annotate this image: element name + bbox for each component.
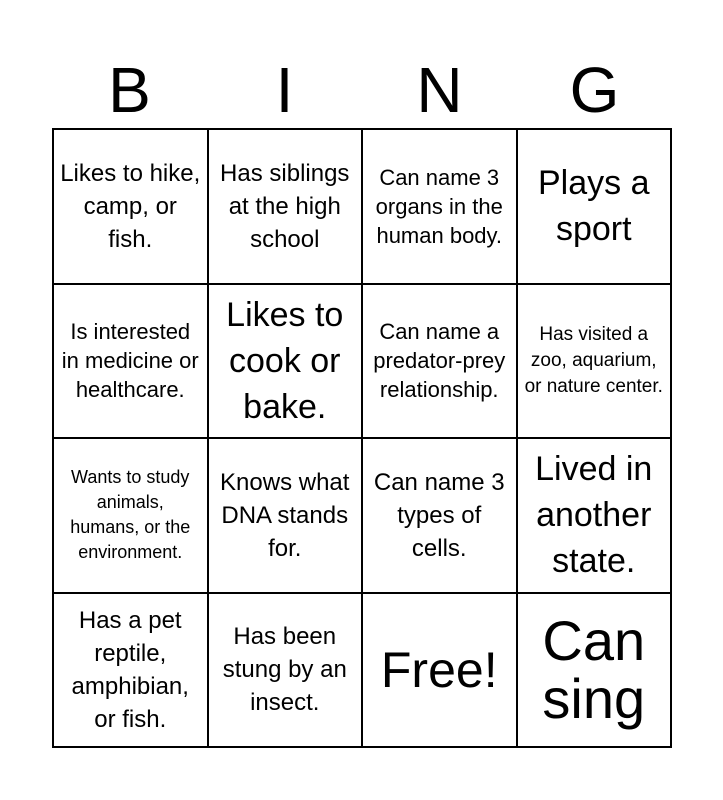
cell-text: Has a pet reptile, amphibian, or fish. — [71, 606, 189, 733]
bingo-cell[interactable] — [209, 285, 364, 440]
bingo-cell[interactable] — [54, 285, 209, 440]
cell-text: Is interested in medicine or healthcare. — [61, 319, 199, 403]
cell-text: Has siblings at the high school — [220, 159, 350, 253]
cell-text: Likes to cook or bake. — [226, 295, 344, 426]
bingo-board — [52, 128, 672, 748]
header-letter-g: G — [569, 54, 620, 126]
free-space-text: Free! — [380, 641, 498, 698]
header-letter-b: B — [108, 54, 151, 126]
free-space-cell[interactable] — [363, 594, 518, 749]
bingo-cell[interactable] — [363, 439, 518, 594]
bingo-cell[interactable] — [363, 285, 518, 440]
cell-text: Wants to study animals, humans, or the environment. — [70, 467, 191, 563]
header-letter-n: N — [416, 54, 463, 126]
bingo-cell[interactable] — [54, 439, 209, 594]
bingo-cell[interactable] — [54, 130, 209, 285]
cell-text: Plays a sport — [538, 164, 650, 249]
cell-text: Can sing — [542, 608, 646, 730]
cell-text: Lived in another state. — [535, 450, 653, 581]
bingo-header — [52, 55, 672, 125]
bingo-cell[interactable] — [363, 130, 518, 285]
bingo-cell[interactable] — [209, 439, 364, 594]
cell-text: Knows what DNA stands for. — [220, 468, 350, 562]
cell-text: Likes to hike, camp, or fish. — [60, 159, 201, 253]
bingo-cell[interactable] — [209, 594, 364, 749]
cell-text: Has been stung by an insect. — [222, 623, 347, 717]
bingo-cell[interactable] — [518, 594, 673, 749]
bingo-cell[interactable] — [209, 130, 364, 285]
cell-text: Has visited a zoo, aquarium, or nature center. — [524, 323, 663, 397]
bingo-cell[interactable] — [518, 439, 673, 594]
bingo-cell[interactable] — [518, 285, 673, 440]
cell-text: Can name 3 organs in the human body. — [375, 164, 503, 248]
cell-text: Can name 3 types of cells. — [373, 468, 505, 562]
header-letter-i: I — [275, 54, 294, 126]
bingo-cell[interactable] — [518, 130, 673, 285]
cell-text: Can name a predator-prey relationship. — [373, 319, 506, 403]
bingo-cell[interactable] — [54, 594, 209, 749]
